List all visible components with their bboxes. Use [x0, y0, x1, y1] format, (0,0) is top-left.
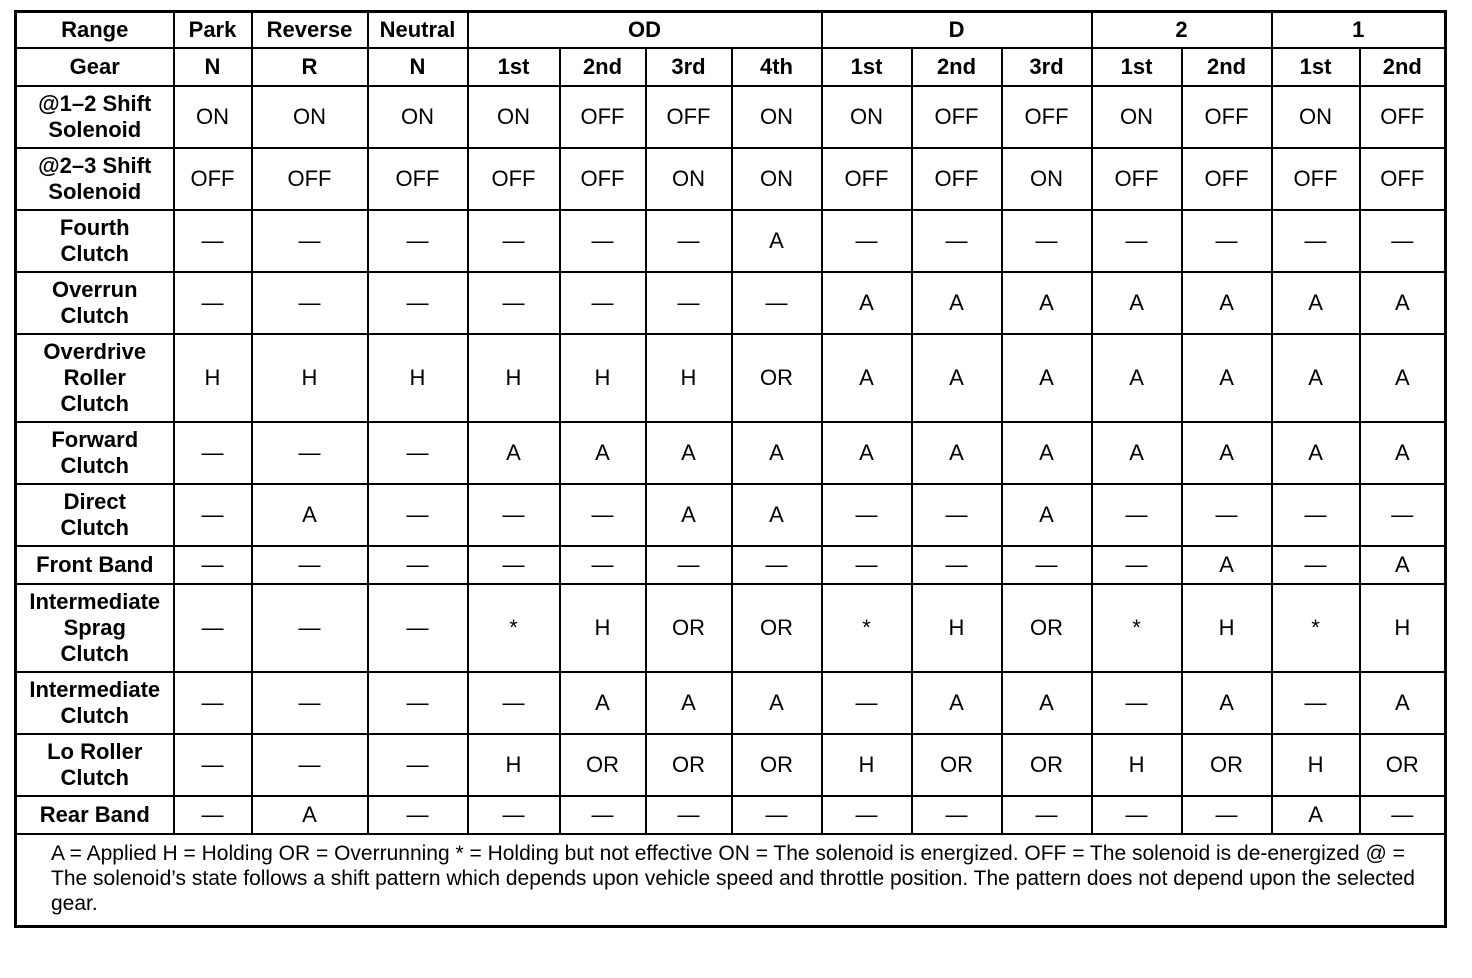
- table-cell: A: [822, 272, 912, 334]
- table-cell: OFF: [912, 148, 1002, 210]
- table-cell: OFF: [1360, 86, 1446, 148]
- table-cell: —: [1182, 796, 1272, 834]
- gear-header-cell: 4th: [732, 48, 822, 86]
- table-cell: OFF: [560, 148, 646, 210]
- table-cell: —: [468, 272, 560, 334]
- table-cell: A: [822, 334, 912, 422]
- table-cell: —: [560, 210, 646, 272]
- gear-header-cell: 1st: [822, 48, 912, 86]
- table-cell: —: [822, 796, 912, 834]
- table-cell: H: [174, 334, 252, 422]
- table-cell: A: [1360, 422, 1446, 484]
- table-cell: H: [560, 334, 646, 422]
- range-header-cell: 2: [1092, 12, 1272, 48]
- table-cell: A: [1272, 272, 1360, 334]
- row-label-line: Fourth: [59, 214, 130, 240]
- row-label-line: Sprag: [63, 614, 126, 640]
- table-cell: A: [1002, 484, 1092, 546]
- table-cell: —: [252, 546, 368, 584]
- table-cell: *: [822, 584, 912, 672]
- table-cell: —: [252, 210, 368, 272]
- row-label-line: Direct: [63, 488, 126, 514]
- table-cell: —: [646, 210, 732, 272]
- table-row: [16, 86, 1446, 148]
- row-label-line: Clutch: [60, 514, 129, 540]
- table-cell: —: [1182, 210, 1272, 272]
- table-cell: —: [1002, 546, 1092, 584]
- row-label: [16, 546, 174, 584]
- row-label: [16, 796, 174, 834]
- table-row: [16, 334, 1446, 422]
- table-cell: OR: [1002, 584, 1092, 672]
- table-cell: —: [912, 484, 1002, 546]
- table-cell: OR: [912, 734, 1002, 796]
- row-label: [16, 584, 174, 672]
- table-cell: A: [1002, 272, 1092, 334]
- table-cell: —: [252, 734, 368, 796]
- table-cell: —: [646, 796, 732, 834]
- table-cell: ON: [468, 86, 560, 148]
- row-label: [16, 210, 174, 272]
- table-cell: OR: [1182, 734, 1272, 796]
- table-cell: OFF: [252, 148, 368, 210]
- row-label: [16, 672, 174, 734]
- range-header-cell: OD: [468, 12, 822, 48]
- table-cell: H: [468, 334, 560, 422]
- table-cell: —: [368, 484, 468, 546]
- row-label-line: Front Band: [36, 551, 154, 577]
- range-header-cell: Neutral: [368, 12, 468, 48]
- range-header-row: [16, 12, 1446, 48]
- table-cell: A: [1360, 272, 1446, 334]
- table-cell: —: [822, 672, 912, 734]
- table-cell: OFF: [174, 148, 252, 210]
- table-cell: ON: [368, 86, 468, 148]
- table-cell: ON: [646, 148, 732, 210]
- table-cell: H: [468, 734, 560, 796]
- row-label-line: Overrun: [51, 276, 138, 302]
- table-cell: —: [468, 796, 560, 834]
- gear-header-cell: N: [174, 48, 252, 86]
- row-label-line: Solenoid: [48, 178, 142, 204]
- table-cell: H: [368, 334, 468, 422]
- table-cell: A: [468, 422, 560, 484]
- table-cell: —: [468, 484, 560, 546]
- table-cell: A: [1182, 334, 1272, 422]
- table-cell: H: [252, 334, 368, 422]
- gear-label: Gear: [16, 48, 174, 86]
- table-row: [16, 796, 1446, 834]
- table-cell: A: [252, 484, 368, 546]
- table-cell: OR: [1360, 734, 1446, 796]
- table-cell: H: [646, 334, 732, 422]
- gear-header-cell: R: [252, 48, 368, 86]
- table-cell: —: [174, 734, 252, 796]
- row-label-line: Intermediate: [29, 676, 161, 702]
- table-cell: —: [368, 422, 468, 484]
- table-cell: —: [174, 484, 252, 546]
- range-header-cell: D: [822, 12, 1092, 48]
- table-cell: *: [468, 584, 560, 672]
- table-cell: —: [560, 546, 646, 584]
- table-cell: —: [368, 584, 468, 672]
- table-cell: A: [1092, 334, 1182, 422]
- gear-header-cell: N: [368, 48, 468, 86]
- table-row: [16, 272, 1446, 334]
- table-cell: —: [646, 546, 732, 584]
- table-cell: —: [174, 672, 252, 734]
- row-label: [16, 422, 174, 484]
- table-cell: —: [912, 546, 1002, 584]
- table-cell: —: [1272, 484, 1360, 546]
- table-cell: A: [252, 796, 368, 834]
- table-row: [16, 148, 1446, 210]
- table-cell: A: [732, 672, 822, 734]
- row-label: [16, 734, 174, 796]
- table-cell: —: [732, 796, 822, 834]
- table-cell: ON: [1002, 148, 1092, 210]
- table-cell: —: [1182, 484, 1272, 546]
- table-cell: H: [1272, 734, 1360, 796]
- row-label-line: Roller: [63, 364, 126, 390]
- table-cell: —: [174, 210, 252, 272]
- range-header-cell: Park: [174, 12, 252, 48]
- row-label-line: @2–3 Shift: [38, 152, 152, 178]
- table-cell: A: [646, 422, 732, 484]
- gear-header-cell: 3rd: [646, 48, 732, 86]
- table-cell: —: [368, 272, 468, 334]
- table-cell: —: [1092, 796, 1182, 834]
- table-cell: —: [252, 672, 368, 734]
- table-cell: A: [912, 672, 1002, 734]
- table-row: [16, 546, 1446, 584]
- table-cell: OFF: [1002, 86, 1092, 148]
- table-cell: ON: [252, 86, 368, 148]
- row-label-line: Forward: [51, 426, 139, 452]
- table-cell: OFF: [822, 148, 912, 210]
- gear-header-cell: 2nd: [1360, 48, 1446, 86]
- table-row: [16, 734, 1446, 796]
- table-cell: —: [368, 210, 468, 272]
- table-cell: ON: [1272, 86, 1360, 148]
- gear-header-cell: 1st: [468, 48, 560, 86]
- table-cell: A: [1092, 272, 1182, 334]
- table-cell: —: [732, 272, 822, 334]
- table-cell: *: [1092, 584, 1182, 672]
- table-cell: —: [174, 422, 252, 484]
- table-cell: —: [252, 272, 368, 334]
- table-cell: —: [252, 422, 368, 484]
- table-cell: OFF: [1092, 148, 1182, 210]
- legend-row: [16, 834, 1446, 927]
- table-cell: —: [174, 584, 252, 672]
- row-label-line: Clutch: [60, 702, 129, 728]
- row-label-line: Clutch: [60, 390, 129, 416]
- gear-header-cell: 2nd: [912, 48, 1002, 86]
- table-cell: OR: [560, 734, 646, 796]
- gear-header-cell: 3rd: [1002, 48, 1092, 86]
- table-cell: OFF: [368, 148, 468, 210]
- table-cell: OR: [646, 734, 732, 796]
- row-label: [16, 148, 174, 210]
- table-cell: OR: [732, 334, 822, 422]
- row-label: [16, 484, 174, 546]
- row-label-line: Lo Roller: [47, 738, 143, 764]
- table-cell: OFF: [646, 86, 732, 148]
- table-cell: —: [468, 546, 560, 584]
- table-cell: OR: [732, 584, 822, 672]
- table-cell: A: [732, 422, 822, 484]
- table-cell: A: [1272, 422, 1360, 484]
- clutch-application-chart: [14, 10, 1447, 928]
- table-cell: OFF: [1182, 148, 1272, 210]
- table-cell: A: [1182, 272, 1272, 334]
- table-cell: —: [368, 734, 468, 796]
- row-label-line: Clutch: [60, 452, 129, 478]
- row-label-line: Overdrive: [43, 338, 147, 364]
- table-cell: A: [1002, 672, 1092, 734]
- gear-header-cell: 2nd: [560, 48, 646, 86]
- table-cell: A: [732, 484, 822, 546]
- table-cell: OR: [1002, 734, 1092, 796]
- range-header-cell: 1: [1272, 12, 1446, 48]
- table-cell: A: [1360, 334, 1446, 422]
- table-cell: —: [368, 546, 468, 584]
- table-cell: —: [1092, 546, 1182, 584]
- table-cell: ON: [732, 86, 822, 148]
- table-cell: H: [1182, 584, 1272, 672]
- table-cell: —: [1092, 672, 1182, 734]
- row-label: [16, 272, 174, 334]
- table-row: [16, 484, 1446, 546]
- table-cell: OR: [732, 734, 822, 796]
- table-cell: —: [1360, 796, 1446, 834]
- table-cell: A: [732, 210, 822, 272]
- row-label: [16, 86, 174, 148]
- table-cell: —: [732, 546, 822, 584]
- table-cell: A: [1002, 334, 1092, 422]
- table-cell: ON: [822, 86, 912, 148]
- gear-header-cell: 1st: [1272, 48, 1360, 86]
- table-cell: OFF: [1272, 148, 1360, 210]
- table-cell: —: [560, 272, 646, 334]
- table-cell: A: [560, 672, 646, 734]
- table-cell: A: [1182, 546, 1272, 584]
- table-cell: —: [560, 484, 646, 546]
- table-cell: —: [912, 210, 1002, 272]
- row-label-line: Clutch: [60, 302, 129, 328]
- table-cell: OR: [646, 584, 732, 672]
- table-cell: —: [822, 210, 912, 272]
- table-row: [16, 422, 1446, 484]
- table-cell: A: [646, 672, 732, 734]
- legend-text: A = Applied H = Holding OR = Overrunning * = Holding but not effective ON = The solenoid is energized. OFF = The solenoid is de-energized @ = The solenoid’s state follows a shift pattern which depends upon vehicle speed and throttle position. The pattern does not depend upon the selected gear.: [16, 834, 1446, 927]
- table-cell: H: [560, 584, 646, 672]
- table-cell: —: [1272, 210, 1360, 272]
- table-cell: —: [468, 210, 560, 272]
- table-cell: —: [646, 272, 732, 334]
- table-cell: —: [1272, 672, 1360, 734]
- table-cell: —: [468, 672, 560, 734]
- table-cell: A: [560, 422, 646, 484]
- table-cell: A: [1182, 672, 1272, 734]
- table-cell: —: [560, 796, 646, 834]
- table-cell: —: [174, 796, 252, 834]
- gear-header-cell: 1st: [1092, 48, 1182, 86]
- chart-header: [16, 12, 1446, 86]
- row-label-line: Clutch: [60, 640, 129, 666]
- table-cell: —: [1360, 210, 1446, 272]
- table-row: [16, 584, 1446, 672]
- row-label-line: Solenoid: [48, 116, 142, 142]
- range-header-cell: Reverse: [252, 12, 368, 48]
- table-cell: —: [1272, 546, 1360, 584]
- table-cell: A: [646, 484, 732, 546]
- gear-header-row: [16, 48, 1446, 86]
- table-cell: A: [1002, 422, 1092, 484]
- table-cell: —: [252, 584, 368, 672]
- row-label-line: Intermediate: [29, 588, 161, 614]
- table-cell: A: [912, 422, 1002, 484]
- row-label-line: Clutch: [60, 764, 129, 790]
- table-cell: A: [822, 422, 912, 484]
- row-label: [16, 334, 174, 422]
- row-label-line: @1–2 Shift: [38, 90, 152, 116]
- table-cell: ON: [1092, 86, 1182, 148]
- table-cell: H: [1360, 584, 1446, 672]
- table-cell: H: [912, 584, 1002, 672]
- table-cell: A: [912, 272, 1002, 334]
- table-cell: —: [368, 796, 468, 834]
- table-cell: —: [174, 546, 252, 584]
- table-cell: —: [174, 272, 252, 334]
- chart-body: [16, 86, 1446, 834]
- table-cell: *: [1272, 584, 1360, 672]
- table-cell: —: [1092, 210, 1182, 272]
- table-cell: OFF: [912, 86, 1002, 148]
- table-cell: OFF: [1360, 148, 1446, 210]
- table-cell: ON: [174, 86, 252, 148]
- gear-header-cell: 2nd: [1182, 48, 1272, 86]
- table-cell: OFF: [468, 148, 560, 210]
- table-row: [16, 210, 1446, 272]
- table-cell: A: [1272, 334, 1360, 422]
- table-cell: A: [1182, 422, 1272, 484]
- table-cell: A: [1360, 546, 1446, 584]
- row-label-line: Clutch: [60, 240, 129, 266]
- row-label-line: Rear Band: [39, 801, 150, 827]
- table-cell: ON: [732, 148, 822, 210]
- table-cell: H: [1092, 734, 1182, 796]
- table-cell: A: [1092, 422, 1182, 484]
- table-cell: —: [912, 796, 1002, 834]
- table-cell: —: [1002, 796, 1092, 834]
- table-cell: —: [822, 546, 912, 584]
- table-cell: —: [1360, 484, 1446, 546]
- table-cell: OFF: [1182, 86, 1272, 148]
- table-cell: A: [1360, 672, 1446, 734]
- table-cell: A: [1272, 796, 1360, 834]
- table-cell: —: [822, 484, 912, 546]
- table-cell: A: [912, 334, 1002, 422]
- table-cell: —: [1002, 210, 1092, 272]
- range-label: Range: [16, 12, 174, 48]
- table-cell: —: [368, 672, 468, 734]
- table-cell: H: [822, 734, 912, 796]
- table-cell: OFF: [560, 86, 646, 148]
- table-cell: —: [1092, 484, 1182, 546]
- table-row: [16, 672, 1446, 734]
